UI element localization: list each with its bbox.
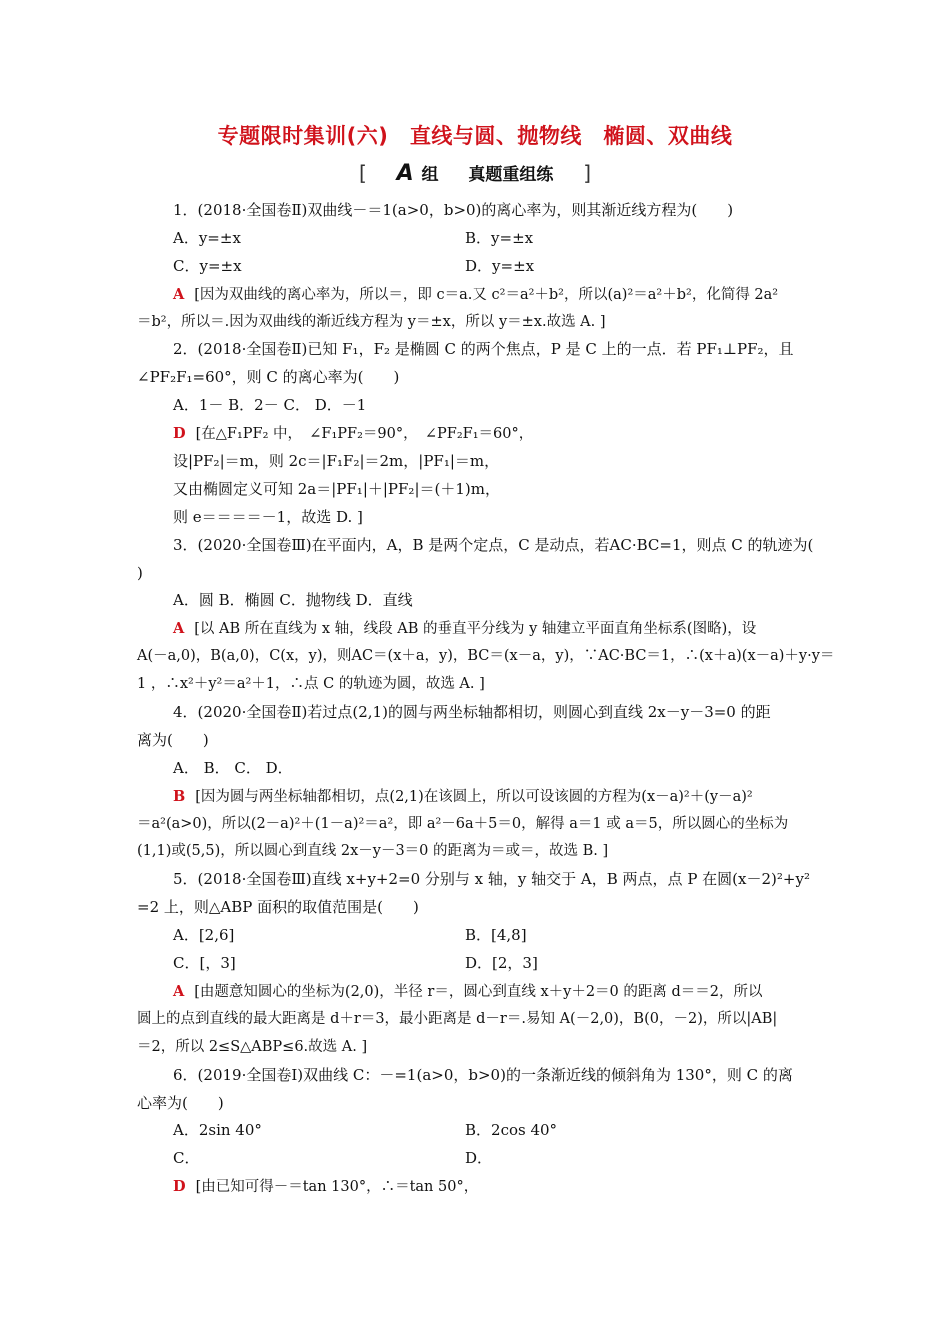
option-row xyxy=(137,1145,817,1173)
option-right: B．y=±x xyxy=(465,228,534,247)
group-label: 组 xyxy=(421,165,439,185)
option-row xyxy=(137,950,817,978)
answer-letter: B xyxy=(173,787,186,805)
option-row xyxy=(137,1117,817,1145)
answer-text: [由题意知圆心的坐标为(2,0)，半径 r＝，圆心到直线 x＋y＋2＝0 的距离 d＝＝2，所以 xyxy=(194,983,763,1000)
page-title: 专题限时集训(六) 直线与圆、抛物线 椭圆、双曲线 xyxy=(217,124,733,148)
answer-letter: A xyxy=(173,982,185,1000)
option-line: A． B． C． D． xyxy=(173,758,293,777)
continuation-line: (1,1)或(5,5)，所以圆心到直线 2x－y－3＝0 的距离为＝或＝，故选 B. ] xyxy=(137,843,609,860)
question-line: 5．(2018·全国卷Ⅲ)直线 x+y+2=0 分别与 x 轴，y 轴交于 A，B 两点，点 P 在圆(x－2)²+y² xyxy=(173,870,810,889)
answer-line xyxy=(137,1173,817,1201)
option-line: A．圆 B．椭圆 C．抛物线 D．直线 xyxy=(173,591,413,610)
question-line: 3．(2020·全国卷Ⅲ)在平面内，A，B 是两个定点，C 是动点，若AC·BC=1，则点 C 的轨迹为( xyxy=(173,535,814,554)
group-subtitle: 真题重组练 xyxy=(468,165,554,185)
continuation-line: ＝b²，所以＝.因为双曲线的渐近线方程为 y＝±x，所以 y＝±x.故选 A. ] xyxy=(137,313,606,330)
continuation-line: ＝2，所以 2≤S△ABP≤6.故选 A. ] xyxy=(137,1038,368,1055)
continuation-line: =2 上，则△ABP 面积的取值范围是( ) xyxy=(137,898,419,917)
continuation-line: A(－a,0)，B(a,0)，C(x，y)，则AC＝(x＋a，y)，BC＝(x－a，y)，∵AC·BC＝1，∴(x＋a)(x－a)＋y·y＝ xyxy=(137,648,835,665)
option-line: 设|PF₂|＝m，则 2c＝|F₁F₂|＝2m，|PF₁|＝m， xyxy=(173,452,500,471)
answer-letter: A xyxy=(173,620,185,638)
answer-text: [因为圆与两坐标轴都相切，点(2,1)在该圆上，所以可设该圆的方程为(x－a)²＋(y－a)² xyxy=(195,788,753,805)
answer-letter: D xyxy=(173,1178,186,1196)
answer-text: [因为双曲线的离心率为，所以＝，即 c＝a.又 c²＝a²＋b²，所以(a)²＝a²＋b²，化简得 2a² xyxy=(194,286,779,303)
question-line: 1．(2018·全国卷Ⅱ)双曲线－＝1(a>0，b>0)的离心率为，则其渐近线方程为( ) xyxy=(173,201,734,219)
continuation-line: ＝a²(a>0)，所以(2－a)²＋(1－a)²＝a²，即 a²－6a＋5＝0，解得 a＝1 或 a＝5，所以圆心的坐标为 xyxy=(137,815,789,832)
option-left: C．y=±x xyxy=(173,256,242,275)
option-right: D．y=±x xyxy=(465,256,535,275)
question-line: 2．(2018·全国卷Ⅱ)已知 F₁，F₂ 是椭圆 C 的两个焦点，P 是 C 上的一点．若 PF₁⊥PF₂，且 xyxy=(173,340,794,359)
option-line: 又由椭圆定义可知 2a＝|PF₁|＋|PF₂|＝(＋1)m， xyxy=(173,479,500,498)
question-line: 4．(2020·全国卷Ⅱ)若过点(2,1)的圆与两坐标轴都相切，则圆心到直线 2x－y－3=0 的距 xyxy=(173,703,771,722)
option-left: C．[，3] xyxy=(173,954,236,973)
group-bracket-right: ] xyxy=(583,161,592,185)
option-left: A．y=±x xyxy=(173,228,241,247)
option-line: A．1－ B．2－ C． D．－1 xyxy=(173,396,367,415)
option-left: A．2sin 40° xyxy=(173,1121,262,1140)
answer-text: [以 AB 所在直线为 x 轴，线段 AB 的垂直平分线为 y 轴建立平面直角坐标系(图略)，设 xyxy=(194,621,757,638)
answer-line xyxy=(137,783,817,811)
option-row xyxy=(137,225,817,253)
option-right: B．[4,8] xyxy=(465,926,527,945)
continuation-line: 心率为( ) xyxy=(137,1093,224,1112)
answer-line xyxy=(137,420,817,448)
option-left: C． xyxy=(173,1149,200,1168)
group-header xyxy=(0,160,950,186)
continuation-line: ∠PF₂F₁=60°，则 C 的离心率为( ) xyxy=(137,368,400,387)
answer-text: [由已知可得－＝tan 130°，∴＝tan 50°， xyxy=(195,1179,479,1196)
option-row xyxy=(137,922,817,950)
option-right: B．2cos 40° xyxy=(465,1121,558,1140)
continuation-line: ) xyxy=(137,563,143,582)
question-line: 6．(2019·全国卷Ⅰ)双曲线 C：－=1(a>0，b>0)的一条渐近线的倾斜角为 130°，则 C 的离 xyxy=(173,1065,793,1084)
continuation-line: 离为( ) xyxy=(137,730,209,749)
answer-text: [在△F₁PF₂ 中， ∠F₁PF₂＝90°， ∠PF₂F₁＝60°， xyxy=(195,426,534,443)
answer-letter: D xyxy=(173,425,186,443)
answer-letter: A xyxy=(173,285,185,303)
answer-line xyxy=(137,978,817,1006)
answer-line xyxy=(137,281,817,309)
option-right: D．[2，3] xyxy=(465,954,538,973)
group-letter: A xyxy=(396,161,414,186)
problem-list xyxy=(137,197,835,1201)
group-bracket-left: [ xyxy=(358,161,367,185)
option-left: A．[2,6] xyxy=(173,926,235,945)
option-line: 则 e＝＝＝＝－1，故选 D. ] xyxy=(173,507,363,526)
answer-line xyxy=(137,615,817,643)
option-row xyxy=(137,253,817,281)
option-right: D． xyxy=(465,1149,493,1168)
continuation-line: 圆上的点到直线的最大距离是 d＋r＝3，最小距离是 d－r＝.易知 A(－2,0)，B(0，－2)，所以|AB| xyxy=(137,1010,778,1027)
continuation-line: 1 ，∴x²＋y²＝a²＋1，∴点 C 的轨迹为圆，故选 A. ] xyxy=(137,676,485,693)
